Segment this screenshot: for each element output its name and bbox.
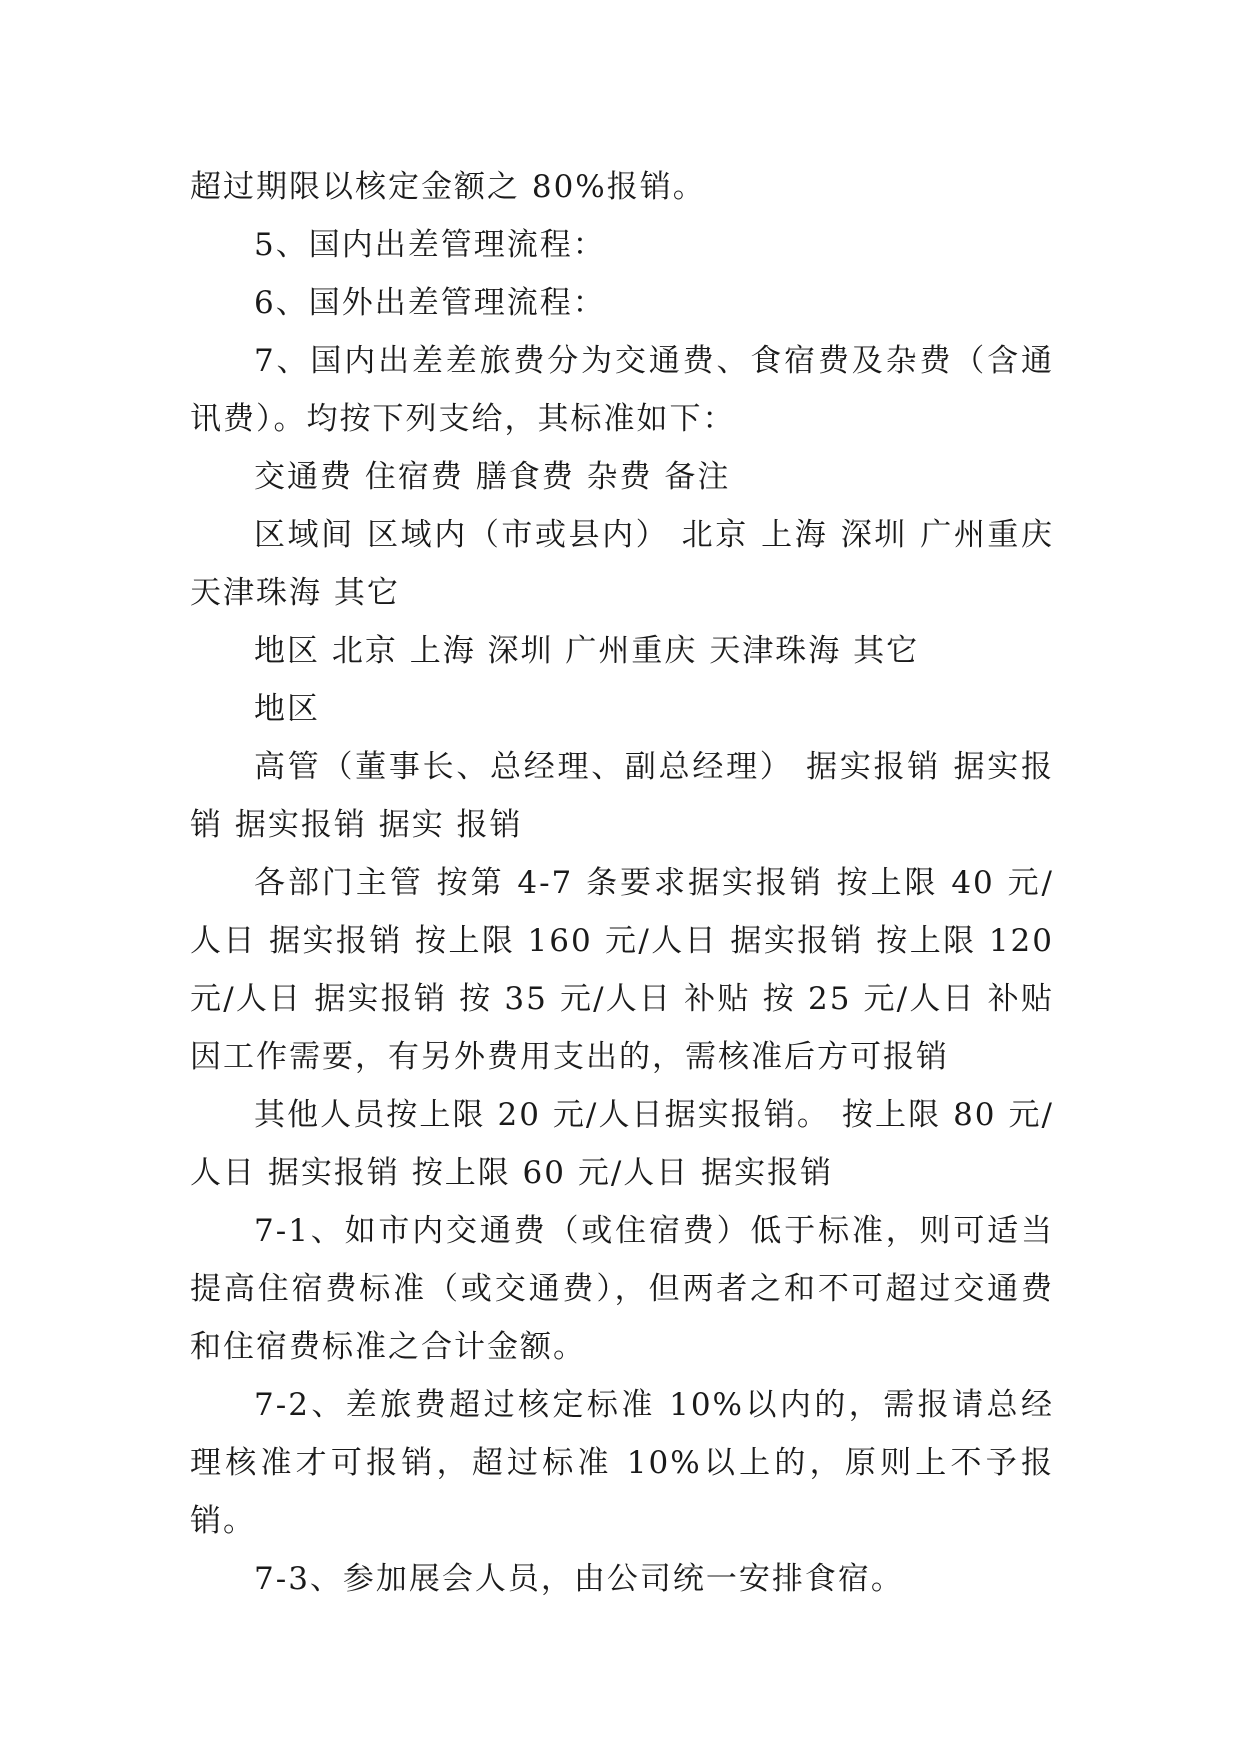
paragraph-executives-row: 高管（董事长、总经理、副总经理） 据实报销 据实报销 据实报销 据实 报销 (190, 749, 1054, 843)
paragraph-area-header: 地区 北京 上海 深圳 广州重庆 天津珠海 其它 (254, 633, 920, 669)
paragraph-rule-7-1: 7-1、如市内交通费（或住宿费）低于标准，则可适当提高住宿费标准（或交通费），但两者之和不可超过交通费和住宿费标准之合计金额。 (190, 1213, 1054, 1365)
paragraph-rule-7-3: 7-3、参加展会人员，由公司统一安排食宿。 (254, 1561, 904, 1597)
paragraph-managers-row: 各部门主管 按第 4-7 条要求据实报销 按上限 40 元/人日 据实报销 按上限 160 元/人日 据实报销 按上限 120 元/人日 据实报销 按 35 元/人日 补贴 按 25 元/人日 补贴 因工作需要，有另外费用支出的，需核准后方可报销 (190, 865, 1054, 1075)
document-body (190, 158, 1054, 1608)
paragraph-overseas-process: 6、国外出差管理流程： (254, 285, 606, 321)
paragraph-region-header: 区域间 区域内（市或县内） 北京 上海 深圳 广州重庆 天津珠海 其它 (190, 517, 1054, 611)
paragraph-rule-7-2: 7-2、差旅费超过核定标准 10%以内的，需报请总经理核准才可报销，超过标准 10%以上的，原则上不予报销。 (190, 1387, 1054, 1539)
paragraph-travel-expense-categories: 7、国内出差差旅费分为交通费、食宿费及杂费（含通讯费）。均按下列支给，其标准如下： (190, 343, 1054, 437)
paragraph-area-label: 地区 (254, 691, 320, 727)
paragraph-expense-limit: 超过期限以核定金额之 80%报销。 (190, 169, 706, 205)
paragraph-table-header: 交通费 住宿费 膳食费 杂费 备注 (254, 459, 731, 495)
paragraph-others-row: 其他人员按上限 20 元/人日据实报销。 按上限 80 元/人日 据实报销 按上限 60 元/人日 据实报销 (190, 1097, 1054, 1191)
paragraph-domestic-process: 5、国内出差管理流程： (254, 227, 606, 263)
